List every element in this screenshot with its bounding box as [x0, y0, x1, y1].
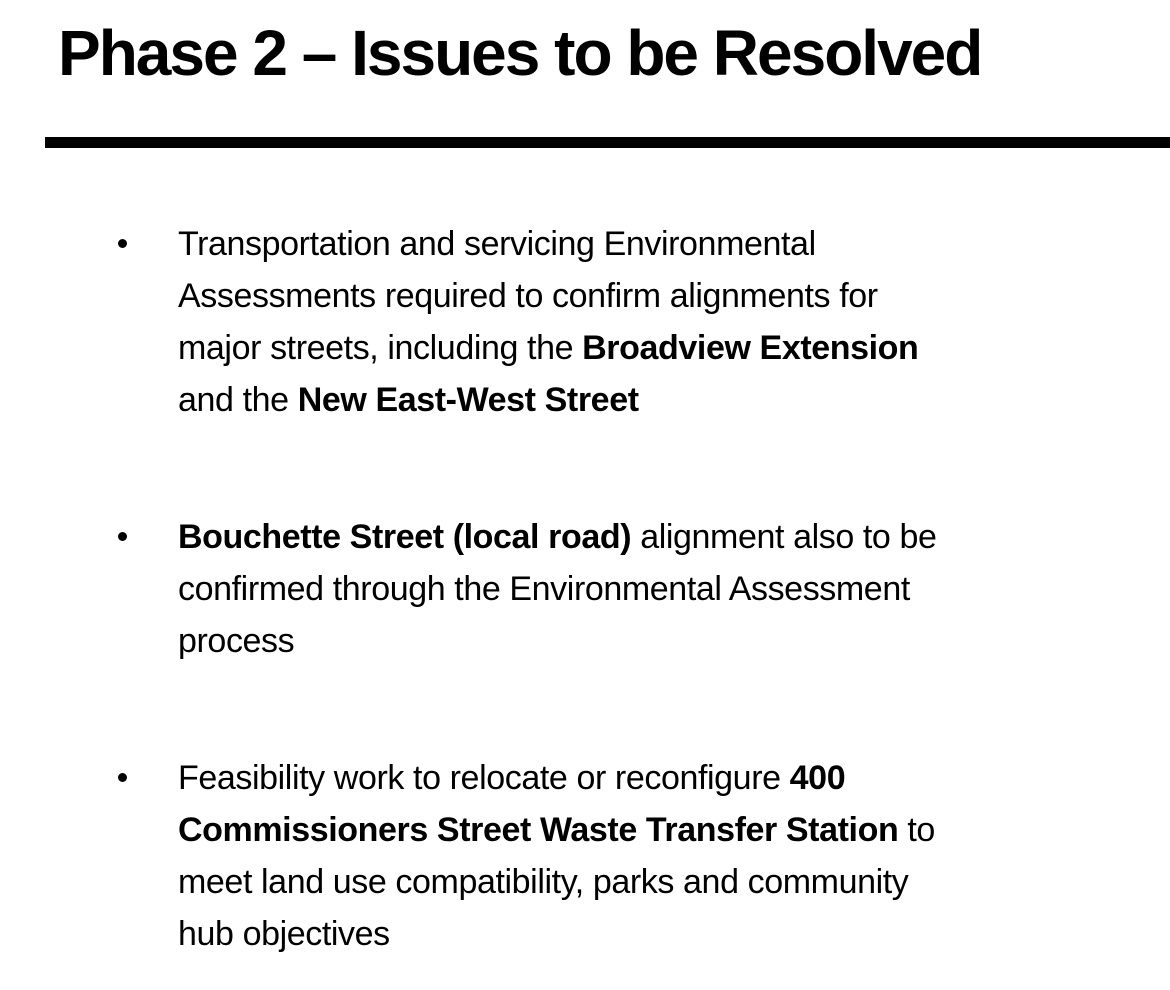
text-segment: Assessments required to confirm alignments for: [178, 277, 878, 315]
text-segment: to: [898, 811, 935, 849]
text-segment: Transportation and servicing Environmental: [178, 225, 816, 263]
bullet-text-line: [178, 322, 918, 374]
bullet-text: [178, 511, 937, 667]
bullet-text-line: [178, 908, 935, 960]
bullet-text-line: [178, 615, 937, 667]
bold-text-segment: New East-West Street: [297, 381, 639, 419]
bullet-text-line: [178, 270, 918, 322]
bold-text-segment: Broadview Extension: [582, 329, 919, 367]
bold-text-segment: Commissioners Street Waste Transfer Station: [178, 811, 899, 849]
text-segment: confirmed through the Environmental Assessment: [178, 570, 910, 608]
bullet-dot-icon: [118, 239, 127, 248]
text-segment: and the: [178, 381, 298, 419]
text-segment: Feasibility work to relocate or reconfigure: [178, 759, 790, 797]
bullet-text: [178, 218, 918, 426]
text-segment: meet land use compatibility, parks and community: [178, 863, 909, 901]
bullet-text-line: [178, 374, 918, 426]
title-rule-divider: [45, 137, 1170, 148]
bullet-text-line: [178, 752, 935, 804]
text-segment: alignment also to be: [631, 518, 937, 556]
bullet-list: [0, 218, 937, 960]
bullet-item: [118, 752, 937, 960]
bullet-text-line: [178, 856, 935, 908]
bullet-text-line: [178, 218, 918, 270]
bold-text-segment: Bouchette Street (local road): [178, 518, 632, 556]
bold-text-segment: 400: [789, 759, 846, 797]
text-segment: hub objectives: [178, 915, 390, 953]
bullet-item: [118, 511, 937, 667]
bullet-item: [118, 218, 937, 426]
bullet-text: [178, 752, 935, 960]
bullet-text-line: [178, 563, 937, 615]
text-segment: major streets, including the: [178, 329, 583, 367]
bullet-dot-icon: [118, 773, 127, 782]
bullet-dot-icon: [118, 532, 127, 541]
bullet-text-line: [178, 511, 937, 563]
bullet-text-line: [178, 804, 935, 856]
page-title: Phase 2 – Issues to be Resolved: [58, 17, 982, 89]
text-segment: process: [178, 622, 295, 660]
